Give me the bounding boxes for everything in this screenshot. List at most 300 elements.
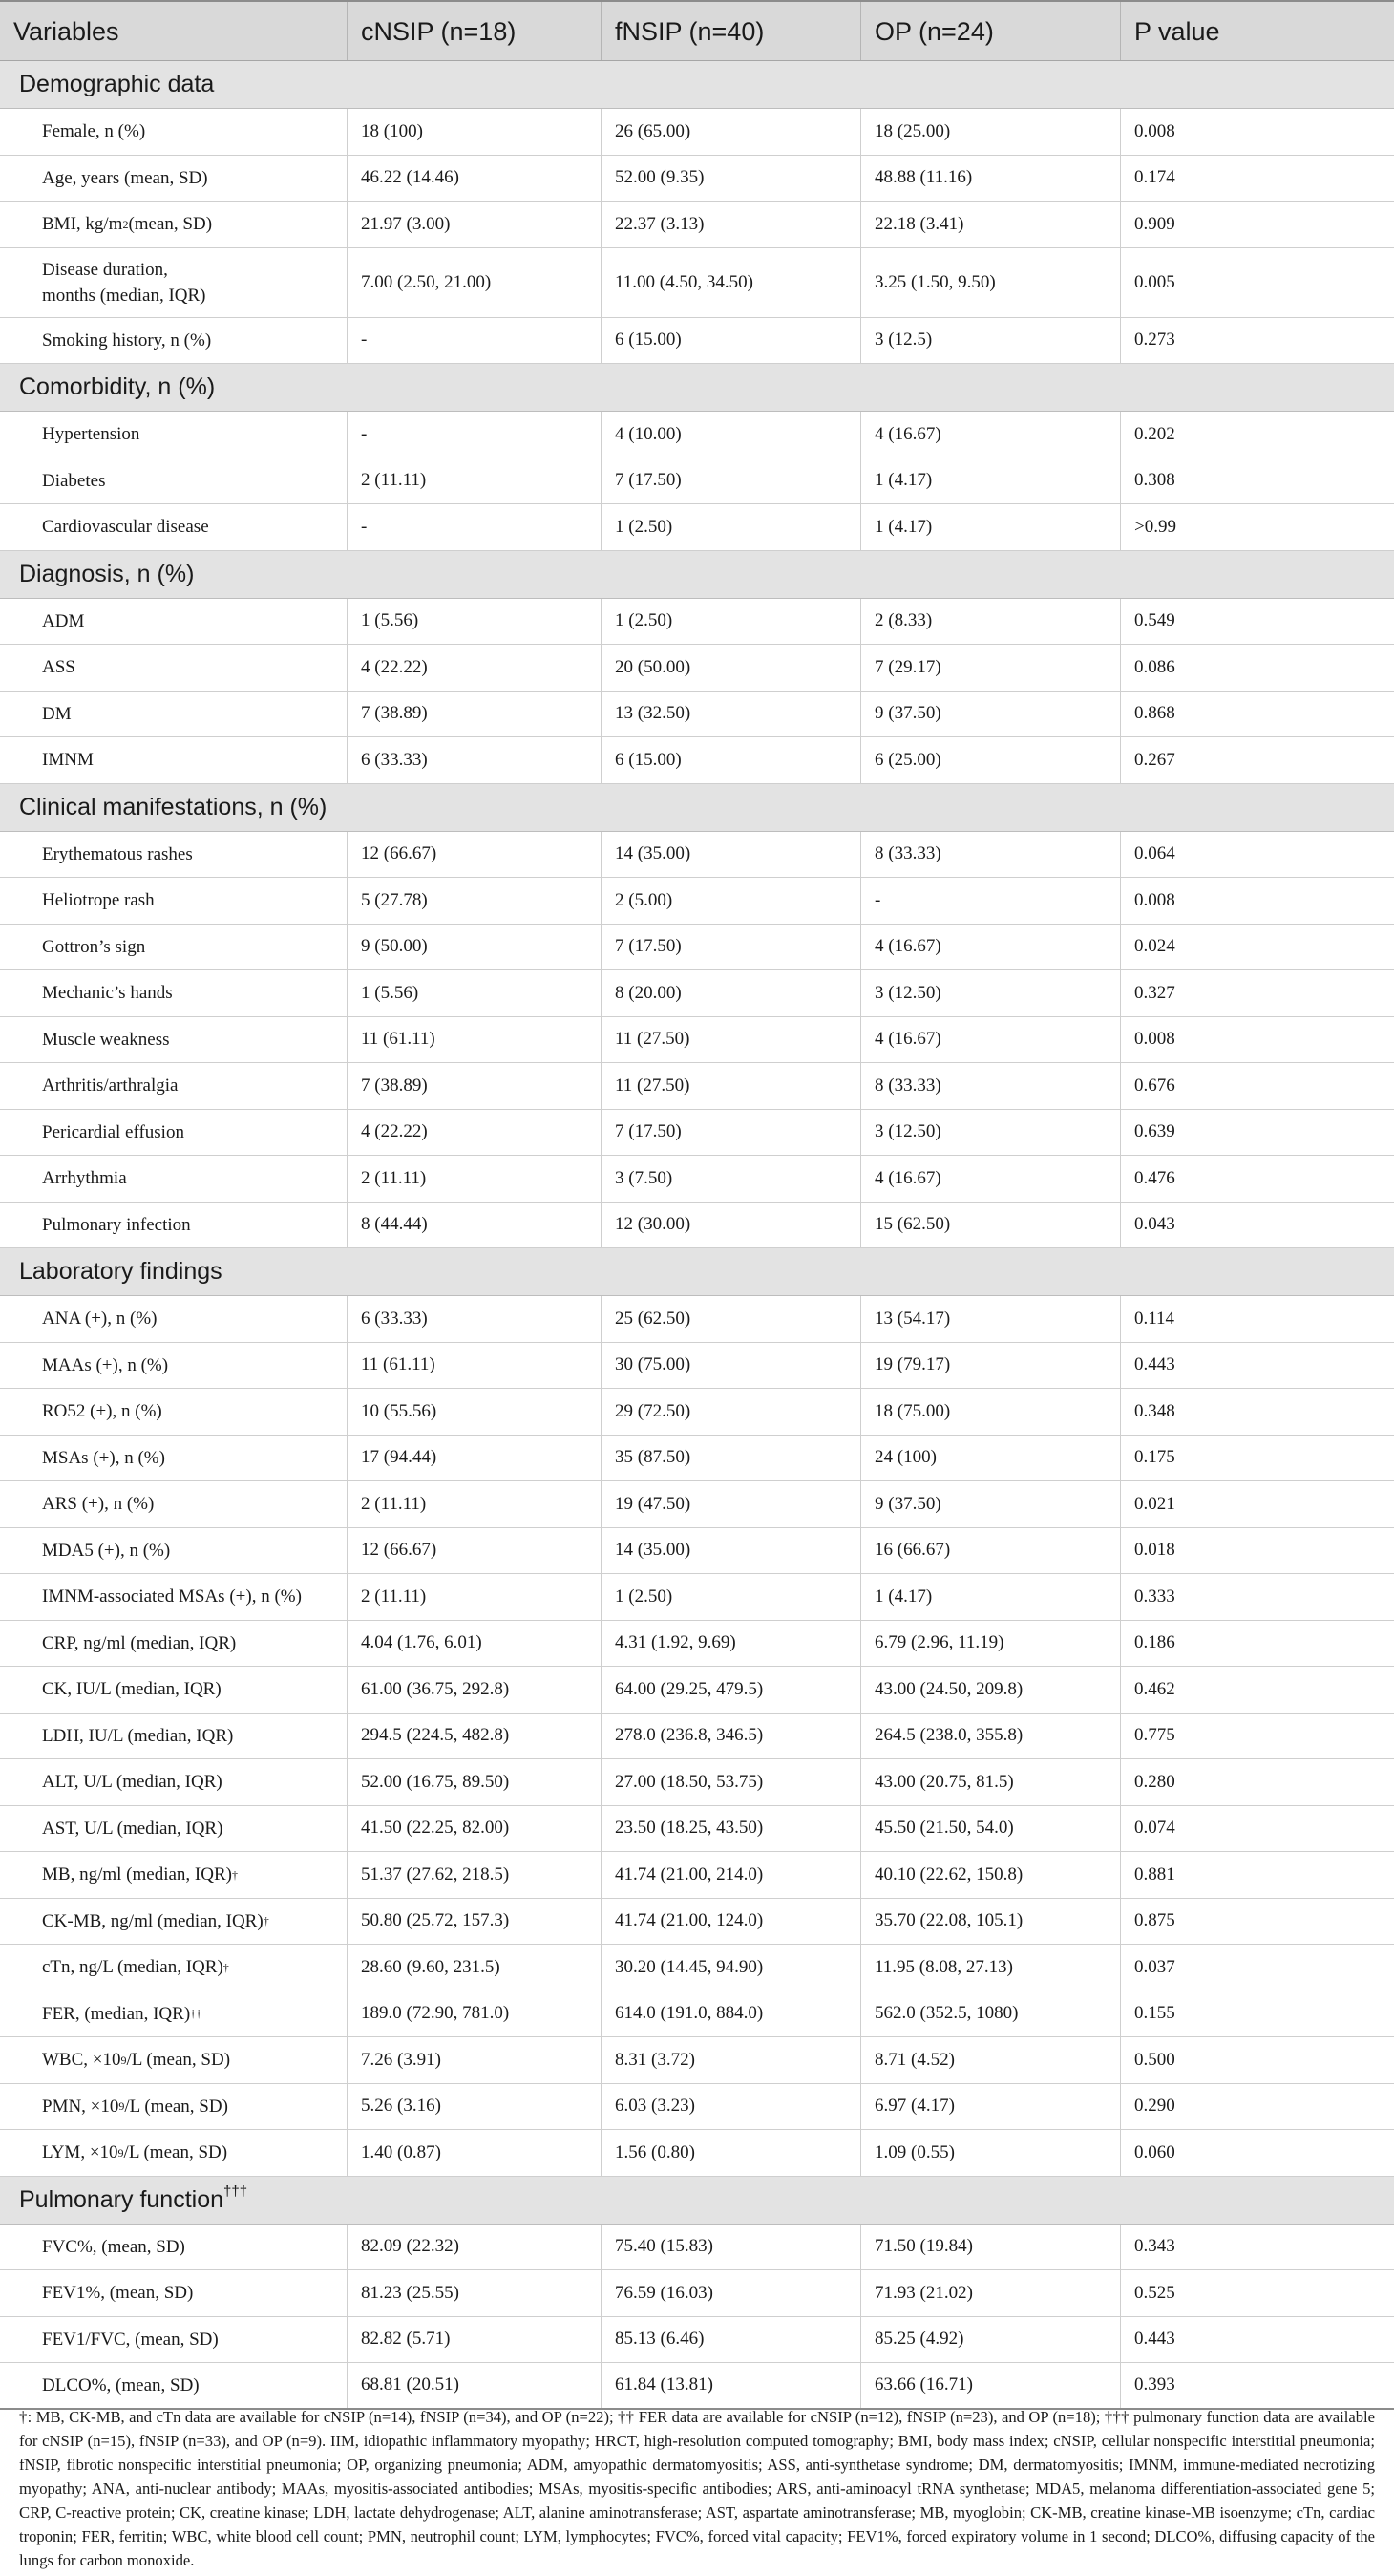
table-row <box>0 1528 1394 1575</box>
cell-pvalue: 0.267 <box>1134 749 1175 770</box>
variable-label: Muscle weakness <box>42 1029 170 1050</box>
cell-pvalue: 0.443 <box>1134 2329 1175 2350</box>
cell-fnsip: 14 (35.00) <box>602 832 861 878</box>
table-row <box>0 1017 1394 1064</box>
table-row <box>0 832 1394 879</box>
cell-variable <box>0 1296 348 1342</box>
cell-pvalue: 0.174 <box>1134 167 1175 188</box>
cell-fnsip: 3 (7.50) <box>602 1156 861 1202</box>
cell-fnsip: 11 (27.50) <box>602 1063 861 1109</box>
variable-label-suffix: /L (mean, SD) <box>124 2096 228 2117</box>
cell-op: 15 (62.50) <box>861 1203 1121 1248</box>
variable-label: MB, ng/ml (median, IQR) <box>42 1864 232 1885</box>
variable-label: FER, (median, IQR) <box>42 2003 191 2024</box>
cell-fnsip: 4.31 (1.92, 9.69) <box>602 1621 861 1667</box>
cell-fnsip: 8.31 (3.72) <box>602 2037 861 2083</box>
variable-label: Diabetes <box>42 470 106 491</box>
cell-variable: WBC, ×10 9 /L (mean, SD) <box>0 2037 348 2083</box>
cell-fnsip: 1.56 (0.80) <box>602 2130 861 2176</box>
cell-pvalue: >0.99 <box>1134 516 1176 537</box>
cell-op: 45.50 (21.50, 54.0) <box>861 1806 1121 1852</box>
cell-variable <box>0 318 348 364</box>
cell-fnsip: 19 (47.50) <box>602 1481 861 1527</box>
table-row <box>0 2363 1394 2410</box>
cell-cnsip: 50.80 (25.72, 157.3) <box>348 1899 602 1945</box>
variable-label: cTn, ng/L (median, IQR) <box>42 1957 223 1978</box>
variable-label: DLCO%, (mean, SD) <box>42 2374 200 2395</box>
cell-variable: FER, (median, IQR) †† <box>0 1991 348 2037</box>
cell-op: 4 (16.67) <box>861 1017 1121 1063</box>
table-row <box>0 1852 1394 1899</box>
cell-cnsip: - <box>348 504 602 550</box>
table-row <box>0 2084 1394 2131</box>
cell-variable <box>0 645 348 691</box>
variable-label: ALT, U/L (median, IQR) <box>42 1772 222 1793</box>
cell-fnsip: 35 (87.50) <box>602 1436 861 1481</box>
cell-fnsip: 30 (75.00) <box>602 1343 861 1389</box>
cell-cnsip: 82.09 (22.32) <box>348 2225 602 2270</box>
cell-variable <box>0 925 348 970</box>
table-row <box>0 1667 1394 1714</box>
cell-variable <box>0 248 348 317</box>
cell-op: 85.25 (4.92) <box>861 2317 1121 2363</box>
cell-pvalue: 0.037 <box>1134 1956 1175 1977</box>
cell-op: 6.97 (4.17) <box>861 2084 1121 2130</box>
cell-cnsip: 294.5 (224.5, 482.8) <box>348 1714 602 1759</box>
cell-variable <box>0 2225 348 2270</box>
cell-variable <box>0 1110 348 1156</box>
cell-pvalue: 0.348 <box>1134 1400 1175 1421</box>
section-title: Demographic data <box>19 71 215 97</box>
cell-pvalue: 0.881 <box>1134 1863 1175 1884</box>
cell-op: 264.5 (238.0, 355.8) <box>861 1714 1121 1759</box>
cell-op: 4 (16.67) <box>861 925 1121 970</box>
cell-op: 63.66 (16.71) <box>861 2363 1121 2408</box>
variable-label: Pulmonary infection <box>42 1214 191 1235</box>
cell-cnsip: 4.04 (1.76, 6.01) <box>348 1621 602 1667</box>
cell-variable <box>0 109 348 155</box>
table-row <box>0 1110 1394 1157</box>
section-title: Diagnosis, n (%) <box>19 560 195 587</box>
cell-fnsip: 1 (2.50) <box>602 599 861 645</box>
table-row <box>0 1574 1394 1621</box>
section-header <box>0 61 1394 109</box>
cell-fnsip: 11.00 (4.50, 34.50) <box>602 248 861 317</box>
table-row <box>0 1899 1394 1946</box>
cell-cnsip: 7.26 (3.91) <box>348 2037 602 2083</box>
table-row <box>0 2270 1394 2317</box>
cell-pvalue: 0.280 <box>1134 1771 1175 1792</box>
cell-variable <box>0 156 348 202</box>
cell-cnsip: 2 (11.11) <box>348 1574 602 1620</box>
cell-op: 1 (4.17) <box>861 1574 1121 1620</box>
cell-op: 9 (37.50) <box>861 692 1121 737</box>
cell-fnsip: 22.37 (3.13) <box>602 202 861 247</box>
cell-fnsip: 614.0 (191.0, 884.0) <box>602 1991 861 2037</box>
cell-fnsip: 7 (17.50) <box>602 1110 861 1156</box>
cell-pvalue: 0.462 <box>1134 1678 1175 1699</box>
table-header <box>0 0 1394 61</box>
cell-pvalue: 0.064 <box>1134 843 1175 864</box>
cell-cnsip: 8 (44.44) <box>348 1203 602 1248</box>
cell-op: 6.79 (2.96, 11.19) <box>861 1621 1121 1667</box>
table-row <box>0 1759 1394 1806</box>
variable-label: Female, n (%) <box>42 121 146 142</box>
variable-label: DM <box>42 703 72 724</box>
cell-fnsip: 26 (65.00) <box>602 109 861 155</box>
cell-variable <box>0 1063 348 1109</box>
cell-pvalue: 0.327 <box>1134 982 1175 1003</box>
cell-pvalue: 0.868 <box>1134 703 1175 724</box>
cell-cnsip: 4 (22.22) <box>348 1110 602 1156</box>
variable-label: Gottron’s sign <box>42 936 146 957</box>
cell-op: 4 (16.67) <box>861 1156 1121 1202</box>
cell-cnsip: 17 (94.44) <box>348 1436 602 1481</box>
cell-pvalue: 0.155 <box>1134 2003 1175 2024</box>
cell-cnsip: 11 (61.11) <box>348 1017 602 1063</box>
cell-variable <box>0 1481 348 1527</box>
cell-cnsip: 2 (11.11) <box>348 1156 602 1202</box>
cell-cnsip: 6 (33.33) <box>348 1296 602 1342</box>
cell-pvalue: 0.333 <box>1134 1586 1175 1607</box>
cell-cnsip: 11 (61.11) <box>348 1343 602 1389</box>
cell-fnsip: 8 (20.00) <box>602 970 861 1016</box>
cell-fnsip: 1 (2.50) <box>602 1574 861 1620</box>
variable-label: Smoking history, n (%) <box>42 330 212 351</box>
table-row <box>0 2130 1394 2177</box>
table-row <box>0 504 1394 551</box>
variable-label: Erythematous rashes <box>42 843 193 864</box>
cell-pvalue: 0.008 <box>1134 889 1175 910</box>
cell-variable <box>0 2270 348 2316</box>
cell-op: 4 (16.67) <box>861 412 1121 458</box>
variable-label: ANA (+), n (%) <box>42 1309 158 1330</box>
table-row <box>0 1203 1394 1249</box>
cell-fnsip: 64.00 (29.25, 479.5) <box>602 1667 861 1713</box>
table-row <box>0 1343 1394 1390</box>
section-header <box>0 1248 1394 1296</box>
cell-pvalue: 0.043 <box>1134 1214 1175 1235</box>
cell-fnsip: 25 (62.50) <box>602 1296 861 1342</box>
cell-cnsip: 5.26 (3.16) <box>348 2084 602 2130</box>
variable-label: Arrhythmia <box>42 1168 127 1189</box>
cell-cnsip: 4 (22.22) <box>348 645 602 691</box>
cell-fnsip: 6.03 (3.23) <box>602 2084 861 2130</box>
cell-op: 43.00 (20.75, 81.5) <box>861 1759 1121 1805</box>
table-row <box>0 1296 1394 1343</box>
cell-pvalue: 0.024 <box>1134 936 1175 957</box>
cell-pvalue: 0.639 <box>1134 1121 1175 1142</box>
cell-cnsip: 51.37 (27.62, 218.5) <box>348 1852 602 1898</box>
cell-pvalue: 0.500 <box>1134 2049 1175 2070</box>
cell-cnsip: 7 (38.89) <box>348 692 602 737</box>
cell-op: 48.88 (11.16) <box>861 156 1121 202</box>
cell-fnsip: 75.40 (15.83) <box>602 2225 861 2270</box>
cell-pvalue: 0.290 <box>1134 2096 1175 2117</box>
table-row <box>0 458 1394 505</box>
cell-op: 16 (66.67) <box>861 1528 1121 1574</box>
cell-pvalue: 0.549 <box>1134 610 1175 631</box>
cell-op: 7 (29.17) <box>861 645 1121 691</box>
table-row <box>0 1714 1394 1760</box>
cell-pvalue: 0.775 <box>1134 1725 1175 1746</box>
cell-variable <box>0 412 348 458</box>
cell-pvalue: 0.676 <box>1134 1075 1175 1096</box>
table-row <box>0 2037 1394 2084</box>
cell-pvalue: 0.018 <box>1134 1540 1175 1561</box>
cell-pvalue: 0.875 <box>1134 1910 1175 1931</box>
table-row <box>0 737 1394 784</box>
table-row <box>0 156 1394 202</box>
cell-cnsip: 21.97 (3.00) <box>348 202 602 247</box>
cell-pvalue: 0.525 <box>1134 2282 1175 2303</box>
variable-label: CRP, ng/ml (median, IQR) <box>42 1632 237 1653</box>
cell-variable: PMN, ×10 9 /L (mean, SD) <box>0 2084 348 2130</box>
cell-variable <box>0 1806 348 1852</box>
cell-pvalue: 0.343 <box>1134 2236 1175 2257</box>
cell-cnsip: 12 (66.67) <box>348 1528 602 1574</box>
cell-cnsip: 189.0 (72.90, 781.0) <box>348 1991 602 2037</box>
variable-label: Disease duration, months (median, IQR) <box>42 259 206 306</box>
cell-op: 8 (33.33) <box>861 832 1121 878</box>
section-title: Clinical manifestations, n (%) <box>19 793 327 820</box>
cell-fnsip: 27.00 (18.50, 53.75) <box>602 1759 861 1805</box>
cell-cnsip: 41.50 (22.25, 82.00) <box>348 1806 602 1852</box>
section-title-mark: ††† <box>223 2183 248 2201</box>
cell-variable <box>0 692 348 737</box>
cell-variable <box>0 458 348 504</box>
cell-variable <box>0 1017 348 1063</box>
cell-cnsip: 2 (11.11) <box>348 1481 602 1527</box>
table-row <box>0 412 1394 458</box>
cell-pvalue: 0.909 <box>1134 213 1175 234</box>
cell-op: 35.70 (22.08, 105.1) <box>861 1899 1121 1945</box>
section-header <box>0 551 1394 599</box>
cell-variable <box>0 1528 348 1574</box>
variable-label: Hypertension <box>42 424 140 445</box>
variable-label: Cardiovascular disease <box>42 517 209 538</box>
table-body <box>0 61 1394 2410</box>
cell-pvalue: 0.074 <box>1134 1818 1175 1839</box>
table-row <box>0 1481 1394 1528</box>
variable-label: FEV1%, (mean, SD) <box>42 2283 194 2304</box>
cell-cnsip: 82.82 (5.71) <box>348 2317 602 2363</box>
cell-op: 18 (75.00) <box>861 1389 1121 1435</box>
cell-variable: BMI, kg/m 2 (mean, SD) <box>0 202 348 247</box>
table-row <box>0 1389 1394 1436</box>
cell-variable: LYM, ×10 9 /L (mean, SD) <box>0 2130 348 2176</box>
table-row <box>0 970 1394 1017</box>
variable-label: Heliotrope rash <box>42 890 155 911</box>
variable-label: LYM, ×10 <box>42 2142 118 2163</box>
table-row <box>0 1991 1394 2038</box>
variable-label: ADM <box>42 610 85 631</box>
table-row <box>0 645 1394 692</box>
table-row <box>0 248 1394 318</box>
table-row <box>0 925 1394 971</box>
cell-fnsip: 23.50 (18.25, 43.50) <box>602 1806 861 1852</box>
cell-cnsip: 2 (11.11) <box>348 458 602 504</box>
variable-label: PMN, ×10 <box>42 2096 119 2117</box>
cell-variable <box>0 970 348 1016</box>
table-row <box>0 1156 1394 1203</box>
variable-label: BMI, kg/m <box>42 214 123 235</box>
table-row <box>0 202 1394 248</box>
cell-fnsip: 61.84 (13.81) <box>602 2363 861 2408</box>
cell-pvalue: 0.476 <box>1134 1167 1175 1188</box>
variable-label: IMNM <box>42 750 94 771</box>
table-row <box>0 2225 1394 2271</box>
cell-cnsip: 28.60 (9.60, 231.5) <box>348 1945 602 1991</box>
table-row <box>0 109 1394 156</box>
header-pvalue: P value <box>1134 17 1220 46</box>
cell-op: - <box>861 878 1121 924</box>
cell-fnsip: 11 (27.50) <box>602 1017 861 1063</box>
cell-pvalue: 0.021 <box>1134 1493 1175 1514</box>
table-row <box>0 2317 1394 2364</box>
cell-variable <box>0 1203 348 1248</box>
cell-op: 3.25 (1.50, 9.50) <box>861 248 1121 317</box>
cell-cnsip: 1 (5.56) <box>348 970 602 1016</box>
cell-pvalue: 0.393 <box>1134 2374 1175 2395</box>
cell-cnsip: 7 (38.89) <box>348 1063 602 1109</box>
table-footnote: †: MB, CK-MB, and cTn data are available for cNSIP (n=14), fNSIP (n=34), and OP (n=22); †† FER data are available for cNSIP (n=12), fNSIP (n=23), and OP (n=18); ††† pulmonary function data are available for cNSIP (n=15), fNSIP (n=33), and OP (n=9). IIM, idiopathic inflammatory myopathy; HRCT, high-resolution computed tomography; BMI, body mass index; cNSIP, cellular nonspecific interstitial pneumonia; fNSIP, fibrotic nonspecific interstitial pneumonia; OP, organizing pneumonia; ADM, amyopathic dermatomyositis; ASS, anti-synthetase syndrome; DM, dermatomyositis; IMNM, immune-mediated necrotizing myopathy; ANA, anti-nuclear antibody; MAAs, myositis-associated antibodies; MSAs, myositis-specific antibodies; ARS, anti-aminoacyl tRNA synthetase; MDA5, melanoma differentiation-associated gene 5; CRP, C-reactive protein; CK, creatine kinase; LDH, lactate dehydrogenase; ALT, alanine aminotransferase; AST, aspartate aminotransferase; MB, myoglobin; CK-MB, creatine kinase-MB isoenzyme; cTn, cardiac troponin; FER, ferritin; WBC, white blood cell count; PMN, neutrophil count; LYM, lymphocytes; FVC%, forced vital capacity; FEV1%, forced expiratory volume in 1 second; DLCO%, diffusing capacity of the lungs for carbon monoxide. <box>19 2408 1375 2569</box>
cell-variable <box>0 1389 348 1435</box>
cell-op: 562.0 (352.5, 1080) <box>861 1991 1121 2037</box>
variable-label: WBC, ×10 <box>42 2050 121 2071</box>
cell-pvalue: 0.273 <box>1134 330 1175 351</box>
section-title: Comorbidity, n (%) <box>19 373 216 400</box>
table-row <box>0 1621 1394 1668</box>
cell-variable <box>0 737 348 783</box>
cell-op: 3 (12.50) <box>861 1110 1121 1156</box>
cell-fnsip: 12 (30.00) <box>602 1203 861 1248</box>
cell-pvalue: 0.008 <box>1134 1029 1175 1050</box>
cell-fnsip: 6 (15.00) <box>602 318 861 364</box>
cell-op: 1 (4.17) <box>861 458 1121 504</box>
cell-variable <box>0 1156 348 1202</box>
table-row <box>0 1945 1394 1991</box>
cell-fnsip: 29 (72.50) <box>602 1389 861 1435</box>
table-row <box>0 1436 1394 1482</box>
cell-op: 11.95 (8.08, 27.13) <box>861 1945 1121 1991</box>
cell-cnsip: 1 (5.56) <box>348 599 602 645</box>
header-variables: Variables <box>0 2 348 60</box>
cell-fnsip: 2 (5.00) <box>602 878 861 924</box>
cell-variable <box>0 599 348 645</box>
section-title: Laboratory findings <box>19 1258 222 1285</box>
cell-op: 71.50 (19.84) <box>861 2225 1121 2270</box>
cell-cnsip: 52.00 (16.75, 89.50) <box>348 1759 602 1805</box>
cell-fnsip: 30.20 (14.45, 94.90) <box>602 1945 861 1991</box>
cell-op: 24 (100) <box>861 1436 1121 1481</box>
cell-variable <box>0 1343 348 1389</box>
cell-variable <box>0 504 348 550</box>
variable-label: IMNM-associated MSAs (+), n (%) <box>42 1586 302 1607</box>
cell-op: 6 (25.00) <box>861 737 1121 783</box>
cell-variable: CK-MB, ng/ml (median, IQR) † <box>0 1899 348 1945</box>
cell-op: 18 (25.00) <box>861 109 1121 155</box>
cell-variable <box>0 1667 348 1713</box>
variable-label: ARS (+), n (%) <box>42 1494 155 1515</box>
cell-pvalue: 0.086 <box>1134 656 1175 677</box>
cell-op: 3 (12.5) <box>861 318 1121 364</box>
cell-fnsip: 13 (32.50) <box>602 692 861 737</box>
cell-variable <box>0 832 348 878</box>
cell-pvalue: 0.008 <box>1134 120 1175 141</box>
cell-cnsip: 10 (55.56) <box>348 1389 602 1435</box>
variable-label: Arthritis/arthralgia <box>42 1075 179 1096</box>
table-row <box>0 692 1394 738</box>
section-header <box>0 364 1394 412</box>
cell-cnsip: 7.00 (2.50, 21.00) <box>348 248 602 317</box>
header-cnsip: cNSIP (n=18) <box>348 2 602 60</box>
cell-op: 8.71 (4.52) <box>861 2037 1121 2083</box>
variable-label: LDH, IU/L (median, IQR) <box>42 1725 234 1746</box>
cell-variable <box>0 1574 348 1620</box>
cell-fnsip: 7 (17.50) <box>602 925 861 970</box>
cell-variable <box>0 2363 348 2408</box>
cell-cnsip: 81.23 (25.55) <box>348 2270 602 2316</box>
cell-cnsip: 18 (100) <box>348 109 602 155</box>
cell-fnsip: 52.00 (9.35) <box>602 156 861 202</box>
variable-label-suffix: /L (mean, SD) <box>126 2050 231 2071</box>
header-fnsip: fNSIP (n=40) <box>602 2 861 60</box>
cell-pvalue: 0.060 <box>1134 2141 1175 2162</box>
table-row <box>0 878 1394 925</box>
section-header <box>0 784 1394 832</box>
cell-op: 22.18 (3.41) <box>861 202 1121 247</box>
cell-cnsip: 61.00 (36.75, 292.8) <box>348 1667 602 1713</box>
cell-pvalue: 0.186 <box>1134 1632 1175 1653</box>
cell-op: 9 (37.50) <box>861 1481 1121 1527</box>
variable-label: MSAs (+), n (%) <box>42 1447 165 1468</box>
cell-fnsip: 41.74 (21.00, 214.0) <box>602 1852 861 1898</box>
cell-fnsip: 1 (2.50) <box>602 504 861 550</box>
variable-label: ASS <box>42 657 75 678</box>
cell-pvalue: 0.202 <box>1134 423 1175 444</box>
cell-pvalue: 0.175 <box>1134 1447 1175 1468</box>
cell-fnsip: 41.74 (21.00, 124.0) <box>602 1899 861 1945</box>
variable-label: FVC%, (mean, SD) <box>42 2236 185 2257</box>
cell-cnsip: 1.40 (0.87) <box>348 2130 602 2176</box>
variable-label: MAAs (+), n (%) <box>42 1354 169 1375</box>
cell-cnsip: 9 (50.00) <box>348 925 602 970</box>
cell-op: 1.09 (0.55) <box>861 2130 1121 2176</box>
cell-op: 13 (54.17) <box>861 1296 1121 1342</box>
cell-variable <box>0 1759 348 1805</box>
cell-cnsip: 68.81 (20.51) <box>348 2363 602 2408</box>
cell-variable: MB, ng/ml (median, IQR) † <box>0 1852 348 1898</box>
cell-op: 1 (4.17) <box>861 504 1121 550</box>
cell-fnsip: 4 (10.00) <box>602 412 861 458</box>
cell-cnsip: - <box>348 318 602 364</box>
cell-variable <box>0 1621 348 1667</box>
cell-pvalue: 0.308 <box>1134 470 1175 491</box>
variable-label: CK-MB, ng/ml (median, IQR) <box>42 1910 264 1931</box>
cell-fnsip: 20 (50.00) <box>602 645 861 691</box>
cell-fnsip: 6 (15.00) <box>602 737 861 783</box>
cell-fnsip: 278.0 (236.8, 346.5) <box>602 1714 861 1759</box>
variable-label-suffix: (mean, SD) <box>128 214 213 235</box>
cell-variable <box>0 878 348 924</box>
cell-cnsip: 6 (33.33) <box>348 737 602 783</box>
variable-label: CK, IU/L (median, IQR) <box>42 1679 222 1700</box>
cell-variable <box>0 1714 348 1759</box>
variable-label: Mechanic’s hands <box>42 983 173 1004</box>
header-op: OP (n=24) <box>861 2 1121 60</box>
variable-label: FEV1/FVC, (mean, SD) <box>42 2329 219 2350</box>
